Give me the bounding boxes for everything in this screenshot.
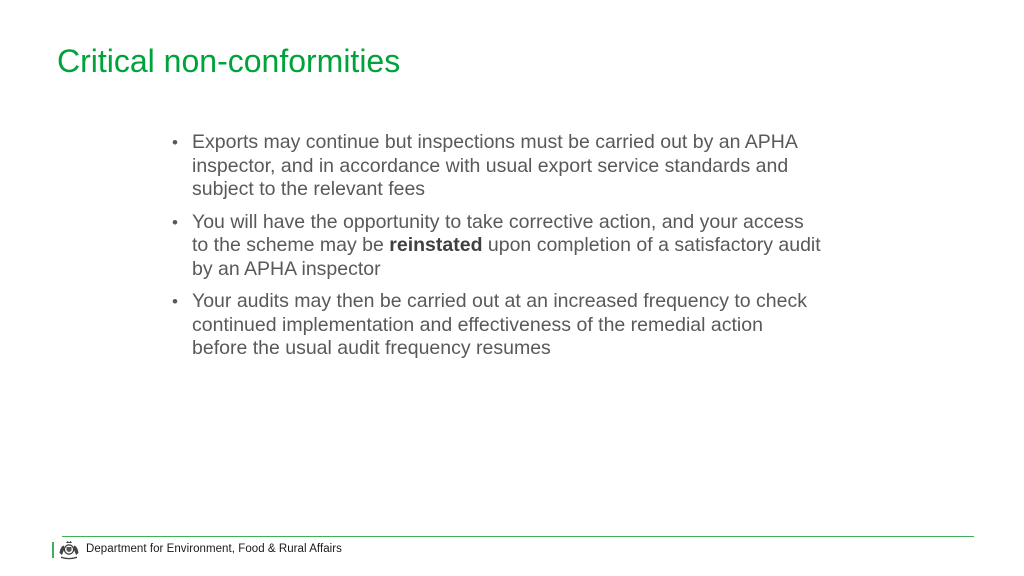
footer-accent-bar (52, 542, 54, 558)
bullet-icon: • (172, 133, 178, 152)
bullet-icon: • (172, 212, 178, 232)
footer-divider (62, 536, 974, 537)
bullet-text: Exports may continue but inspections must be carried out by an APHA inspector, and in accordance with usual export service standards and subject to the relevant fees (192, 131, 797, 200)
bullet-item (172, 290, 822, 361)
royal-crest-icon (58, 540, 80, 560)
bullet-bold-text: reinstated (389, 234, 483, 256)
bullet-text: Your audits may then be carried out at an increased frequency to check continued implementation and effectiveness of the remedial action before the usual audit frequency resumes (192, 290, 807, 359)
bullet-icon: • (172, 292, 178, 311)
slide-title: Critical non-conformities (57, 43, 401, 79)
bullet-item (172, 131, 822, 202)
bullet-item (172, 211, 822, 282)
bullet-text-start: You will have the opportunity to take corrective action, and your access to the scheme may be (192, 210, 804, 256)
bullet-list (172, 131, 822, 370)
bullet-text-end: upon completion of a satisfactory audit by an APHA inspector (192, 234, 821, 280)
footer-organisation-name: Department for Environment, Food & Rural Affairs (86, 543, 342, 555)
